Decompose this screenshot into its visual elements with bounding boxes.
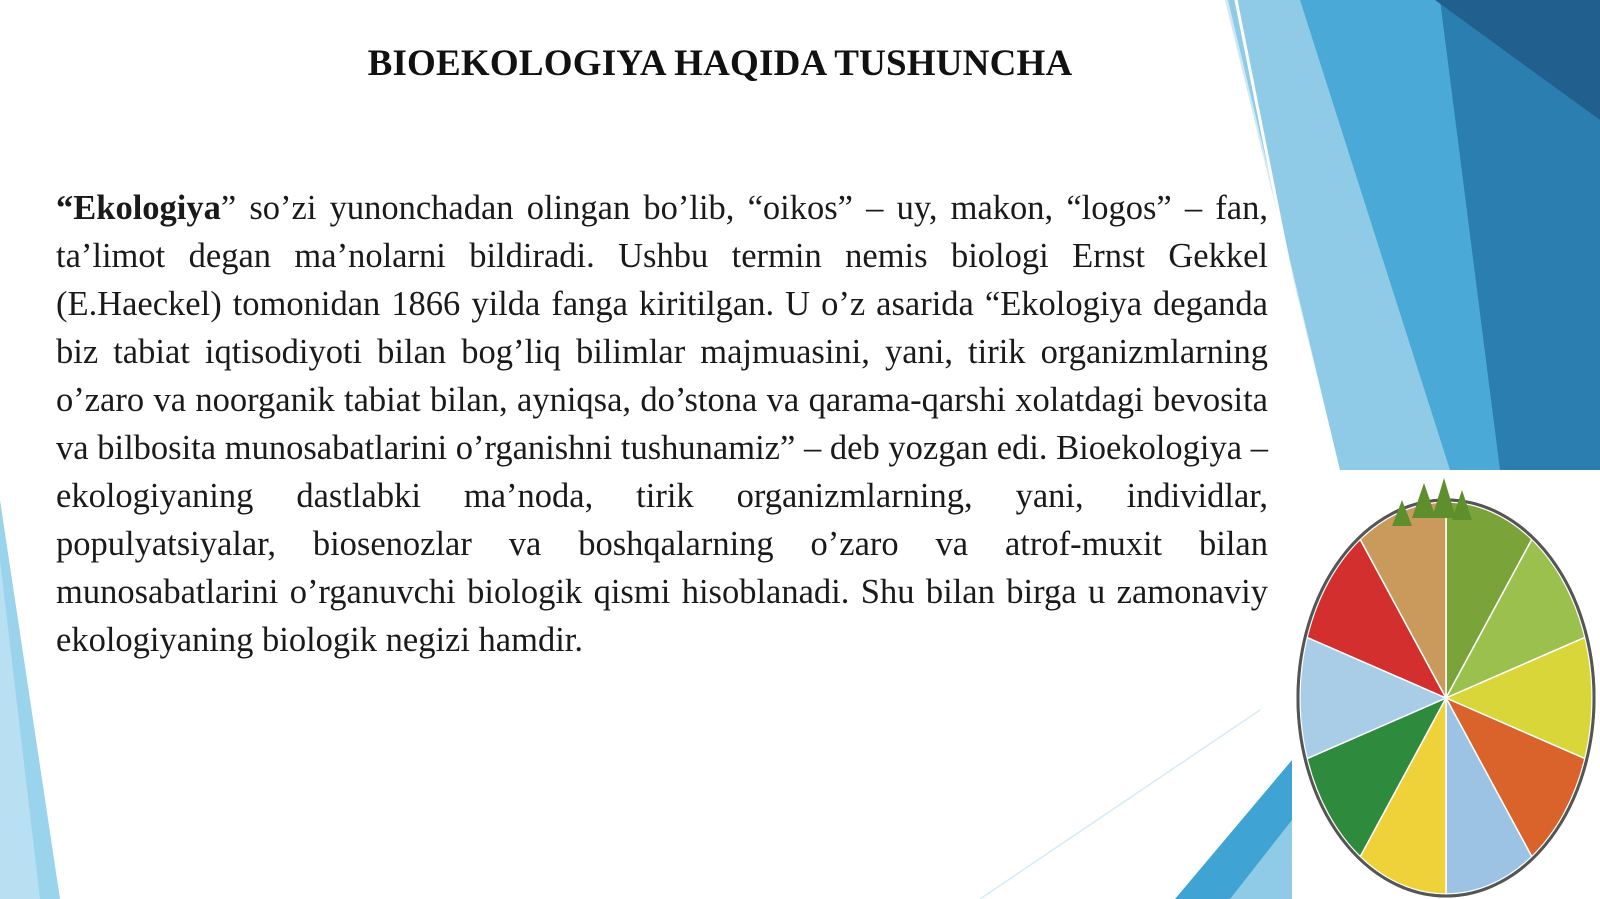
ecosystem-wheel-icon xyxy=(1292,478,1600,899)
paragraph-text: ” so’zi yunonchadan olingan bo’lib, “oikos” – uy, makon, “logos” – fan, ta’limot degan ma’nolarni bildiradi. Ushbu termin nemis biologi Ernst Gekkel (E.Haeckel) tomonidan 1866 yilda fanga kiritilgan. U o’z asarida “Ekologiya deganda biz tabiat iqtisodiyoti bilan bog’liq bilimlar majmuasini, yani, tirik organizmlarning o’zaro va noorganik tabiat bilan, ayniqsa, do’stona va qarama-qarshi xolatdagi bevosita va bilbosita munosabatlarini o’rganishni tushunamiz” – deb yozgan edi. Bioekologiya – ekologiyaning dastlabki ma’noda, tirik organizmlarning, yani, individlar, populyatsiyalar, biosenozlar va boshqalarning o’zaro va atrof-muxit bilan munosabatlarini o’rganuvchi biologik qismi hisoblanadi. Shu bilan birga u zamonaviy ekologiyaning biologik negizi hamdir. xyxy=(56,189,1268,659)
term-ekologiya: “Ekologiya xyxy=(56,189,221,227)
slide-paragraph xyxy=(56,184,1268,664)
ecosystem-wheel-segments xyxy=(1300,502,1592,894)
slide-title: BIOEKOLOGIYA HAQIDA TUSHUNCHA xyxy=(367,43,1073,84)
